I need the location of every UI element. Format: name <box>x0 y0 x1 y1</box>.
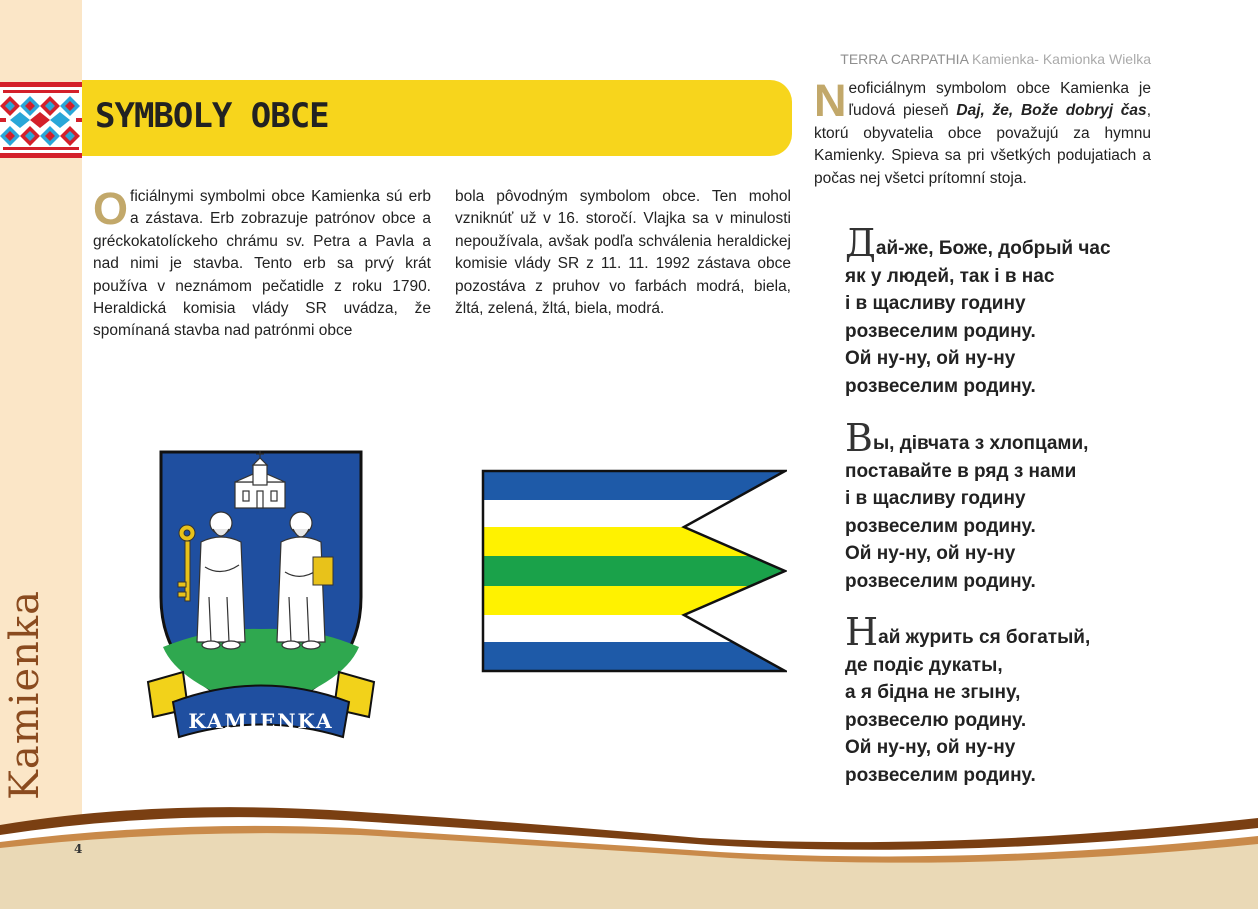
verse-line: Ой ну-ну, ой ну-ну <box>845 737 1016 759</box>
drop-cap: O <box>93 183 129 234</box>
page-number: 4 <box>74 842 83 856</box>
verse-line: розвеселим родину. <box>845 320 1036 342</box>
verse-line: ы, дівчата з хлопцами, <box>872 433 1089 454</box>
column-3-text-b: , ktorú obyvatelia obce považujú za hymnu Kamienky. Spieva sa pri všetkých podujatiach a počas nej všetci prítomní stoja. <box>814 102 1151 187</box>
verse-line: Ой ну-ну, ой ну-ну <box>845 348 1016 370</box>
book-icon <box>313 557 333 585</box>
verse-line: де подіє дукаты, <box>845 654 1003 676</box>
village-flag <box>481 469 787 673</box>
verse-line: розвеселим родину. <box>845 375 1036 397</box>
verse-line: розвеселю родину. <box>845 709 1027 731</box>
verse-line: і в щасливу годину <box>845 488 1026 510</box>
section-title: SYMBOLY OBCE <box>95 96 329 136</box>
verse-line: як у людей, так і в нас <box>845 265 1055 287</box>
song-verse-3 <box>845 610 1091 790</box>
verse-line: поставайте в ряд з нами <box>845 460 1077 482</box>
flag-stripe-white <box>481 500 787 527</box>
verse-line: Ой ну-ну, ой ну-ну <box>845 543 1016 565</box>
bottom-wave-decoration <box>0 790 1258 909</box>
song-name: Daj, že, Bože dobryj čas <box>956 102 1147 120</box>
verse-line: ай журить ся богатый, <box>878 627 1091 648</box>
song-verse-2 <box>845 416 1089 596</box>
running-header <box>840 51 1151 67</box>
verse-line: і в щасливу годину <box>845 293 1026 315</box>
verse-initial: В <box>845 416 873 460</box>
coat-of-arms <box>143 447 379 747</box>
flag-stripe-white <box>481 615 787 642</box>
verse-line: а я бідна не згыну, <box>845 682 1021 704</box>
text-column-3 <box>814 75 1151 190</box>
side-village-title: Kamienka <box>2 590 48 800</box>
column-3-text-a: eoficiálnym symbolom obce Kamienka je ľudová pieseň <box>848 80 1151 120</box>
verse-initial: Д <box>845 221 876 265</box>
ribbon-text: KAMIENKA <box>188 709 334 733</box>
text-column-1 <box>93 183 431 343</box>
header-brand: TERRA CARPATHIA <box>840 51 969 67</box>
verse-initial: Н <box>845 610 879 654</box>
text-column-2 <box>455 186 791 320</box>
verse-line: розвеселим родину. <box>845 764 1036 786</box>
song-verse-1 <box>845 221 1111 401</box>
header-title: Kamienka- Kamionka Wielka <box>972 51 1151 67</box>
folk-ornament-pattern <box>0 82 82 158</box>
flag-stripe-green <box>481 556 787 586</box>
verse-line: розвеселим родину. <box>845 515 1036 537</box>
column-2-text: bola pôvodným symbolom obce. Ten mohol vzniknúť už v 16. storočí. Vlajka sa v minulosti nepoužívala, avšak podľa schválenia heraldickej komisie vlády SR z 11. 11. 1992 zástava obce pozostáva z pruhov vo farbách modrá, biela, žltá, zelená, žltá, biela, modrá. <box>455 188 791 318</box>
column-1-text: ficiálnymi symbolmi obce Kamienka sú erb a zástava. Erb zobrazuje patrónov obce a gréckokatolíckeho chrámu sv. Petra a Pavla a nad nimi je stavba. Tento erb sa prvý krát používa v neznámom pečatidle z roku 1790. Heraldická komisia vlády SR uvádza, že spomínaná stavba nad patrónmi obce <box>93 188 431 340</box>
verse-line: розвеселим родину. <box>845 570 1036 592</box>
verse-line: ай-же, Боже, добрый час <box>875 238 1111 259</box>
drop-cap: N <box>814 75 847 126</box>
